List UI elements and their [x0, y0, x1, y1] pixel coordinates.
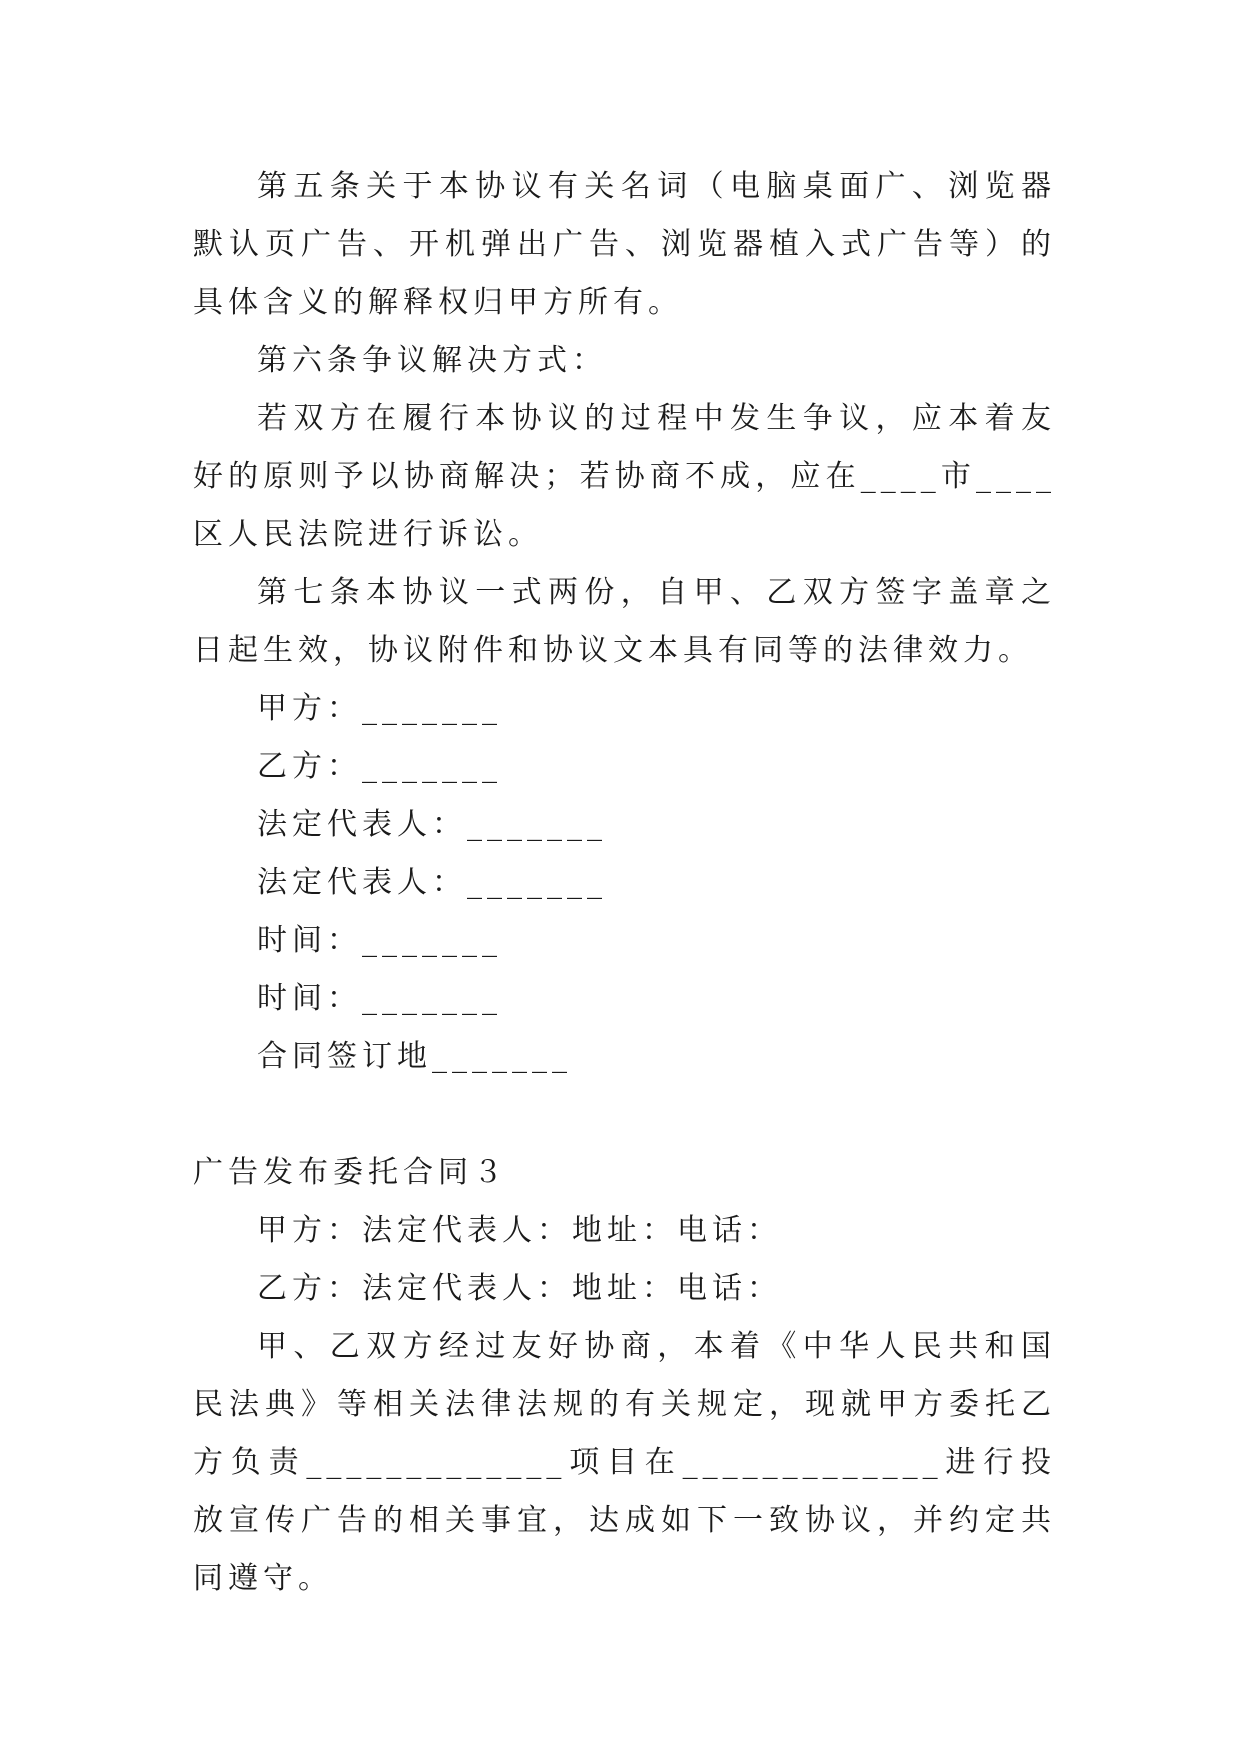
contract-3-party-a-info: 甲方：法定代表人：地址：电话： — [257, 1213, 782, 1248]
signature-representative-a: 法定代表人：_______ — [257, 807, 607, 842]
document-page — [193, 158, 1056, 1608]
contract-3-title: 广告发布委托合同３ — [193, 1155, 508, 1190]
article-6-body: 若双方在履行本协议的过程中发生争议，应本着友好的原则予以协商解决；若协商不成，应在____市____区人民法院进行诉讼。 — [193, 401, 1056, 552]
contract-3-preamble: 甲、乙双方经过友好协商，本着《中华人民共和国民法典》等相关法律法规的有关规定，现就甲方委托乙方负责_____________项目在_____________进行投放宣传广告的相关事宜，达成如下一致协议，并约定共同遵守。 — [193, 1329, 1056, 1596]
contract-3-party-b-info: 乙方：法定代表人：地址：电话： — [257, 1271, 782, 1306]
signature-party-a: 甲方：_______ — [257, 691, 502, 726]
signature-time-a: 时间：_______ — [257, 923, 502, 958]
signature-representative-b: 法定代表人：_______ — [257, 865, 607, 900]
article-7-paragraph: 第七条本协议一式两份，自甲、乙双方签字盖章之日起生效，协议附件和协议文本具有同等的法律效力。 — [193, 575, 1056, 668]
article-5-paragraph: 第五条关于本协议有关名词（电脑桌面广、浏览器默认页广告、开机弹出广告、浏览器植入式广告等）的具体含义的解释权归甲方所有。 — [193, 169, 1056, 320]
signature-time-b: 时间：_______ — [257, 981, 502, 1016]
signature-party-b: 乙方：_______ — [257, 749, 502, 784]
section-gap — [193, 1086, 1056, 1144]
article-6-heading: 第六条争议解决方式： — [257, 343, 607, 378]
signature-place: 合同签订地_______ — [257, 1039, 572, 1074]
